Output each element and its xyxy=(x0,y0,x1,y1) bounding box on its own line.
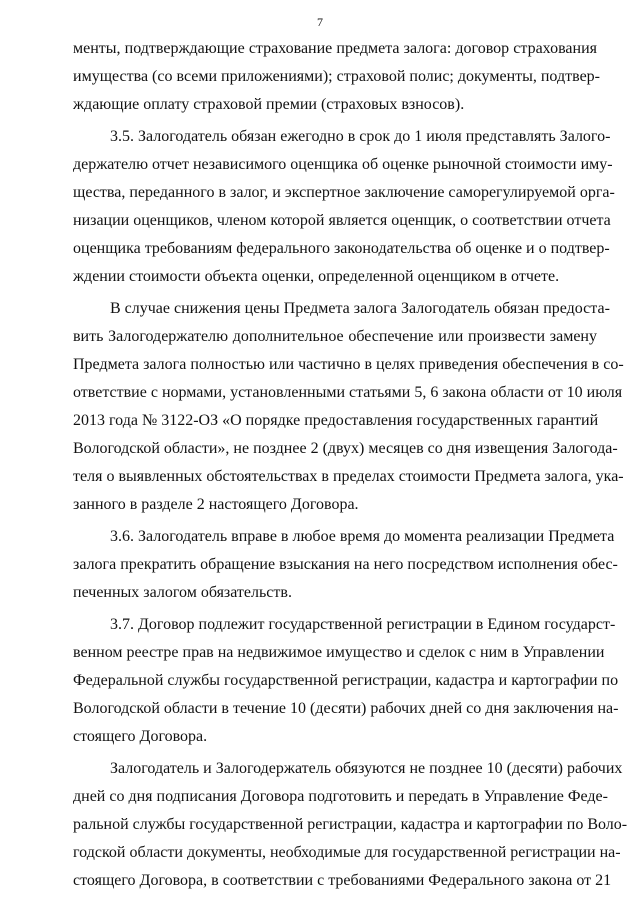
text-line: дней со дня подписания Договора подготовить и передать в Управление Феде- xyxy=(73,788,608,805)
text-line: годской области документы, необходимые для государственной регистрации на- xyxy=(73,844,621,861)
text-line: печенных залогом обязательств. xyxy=(73,584,292,601)
text-line: ральной службы государственной регистрации, кадастра и картографии по Воло- xyxy=(73,816,628,833)
text-line: имущества (со всеми приложениями); страховой полис; документы, подтвер- xyxy=(73,68,600,85)
text-line: держателю отчет независимого оценщика об оценке рыночной стоимости иму- xyxy=(73,156,613,173)
text-line: ждении стоимости объекта оценки, определенной оценщиком в отчете. xyxy=(73,268,560,285)
text-line: залога прекратить обращение взыскания на него посредством исполнения обес- xyxy=(73,556,618,573)
text-line: Предмета залога полностью или частично в целях приведения обеспечения в со- xyxy=(73,356,624,373)
text-line: 3.5. Залогодатель обязан ежегодно в срок до 1 июля представлять Залого- xyxy=(110,128,611,145)
text-line: занного в разделе 2 настоящего Договора. xyxy=(73,496,359,513)
text-line: Вологодской области», не позднее 2 (двух) месяцев со дня извещения Залогода- xyxy=(73,440,618,457)
paragraph-3-6 xyxy=(73,523,618,607)
text-line: стоящего Договора, в соответствии с требованиями Федерального закона от 21 xyxy=(73,872,612,889)
body-text xyxy=(73,35,628,895)
paragraph-registration-docs xyxy=(73,755,628,895)
text-line: ответствие с нормами, установленными статьями 5, 6 закона области от 10 июля xyxy=(73,384,623,401)
paragraph-3-5 xyxy=(73,123,615,291)
text-line: 3.7. Договор подлежит государственной регистрации в Едином государст- xyxy=(110,616,616,633)
page-number: 7 xyxy=(317,15,323,29)
text-line: 3.6. Залогодатель вправе в любое время до момента реализации Предмета xyxy=(110,528,615,545)
text-line: В случае снижения цены Предмета залога Залогодатель обязан предоста- xyxy=(110,300,610,317)
text-line: ждающие оплату страховой премии (страховых взносов). xyxy=(73,96,465,113)
text-line: стоящего Договора. xyxy=(73,728,208,745)
text-line: венном реестре прав на недвижимое имущество и сделок с ним в Управлении xyxy=(73,644,605,661)
text-line: менты, подтверждающие страхование предмета залога: договор страхования xyxy=(73,40,597,57)
text-line: низации оценщиков, членом которой является оценщик, о соответствии отчета xyxy=(73,212,611,229)
text-line: Залогодатель и Залогодержатель обязуются не позднее 10 (десяти) рабочих xyxy=(110,760,623,777)
text-line: теля о выявленных обстоятельствах в пределах стоимости Предмета залога, ука- xyxy=(73,468,624,485)
text-line: оценщика требованиям федерального законодательства об оценке и о подтвер- xyxy=(73,240,610,257)
text-line: Вологодской области в течение 10 (десяти) рабочих дней со дня заключения на- xyxy=(73,700,619,717)
text-line: Федеральной службы государственной регистрации, кадастра и картографии по xyxy=(73,672,619,689)
paragraph-price-decrease xyxy=(73,295,624,519)
text-line: вить Залогодержателю дополнительное обеспечение или произвести замену xyxy=(73,328,597,345)
paragraph-3-7 xyxy=(73,611,619,751)
text-line: щества, переданного в залог, и экспертное заключение саморегулируемой орга- xyxy=(73,184,615,201)
paragraph-insurance-docs xyxy=(73,35,600,119)
text-line: 2013 года № 3122-ОЗ «О порядке предоставления государственных гарантий xyxy=(73,412,599,429)
